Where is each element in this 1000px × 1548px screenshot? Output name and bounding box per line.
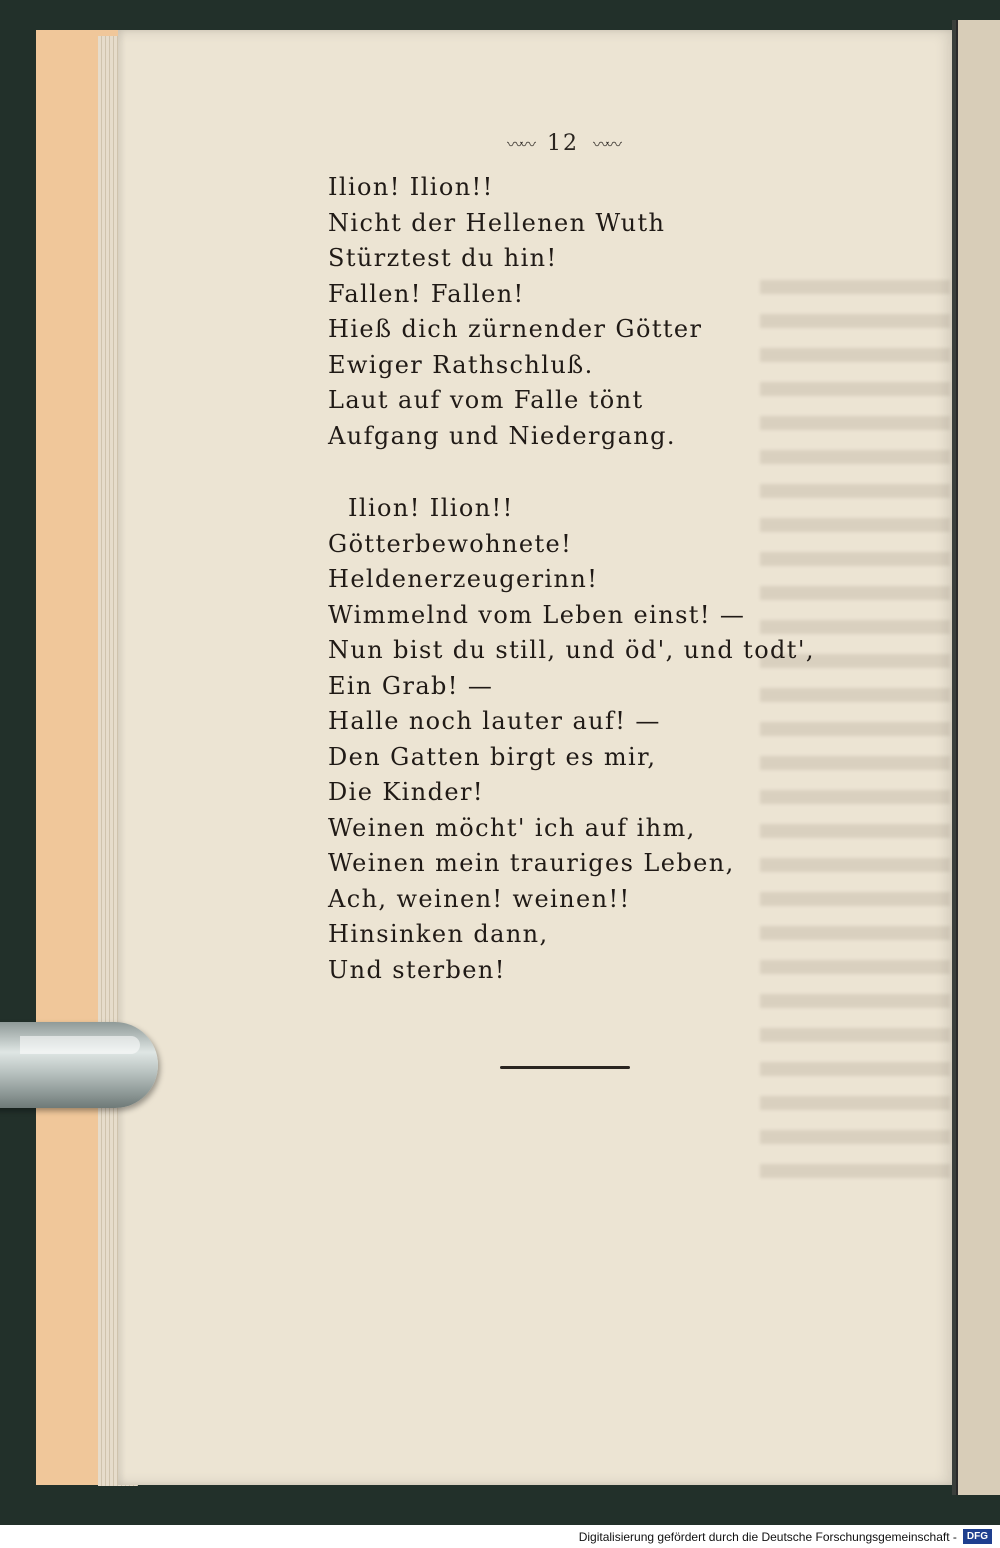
poem-stanza-1: [328, 170, 702, 454]
poem-line: Hinsinken dann,: [328, 920, 549, 948]
dfg-logo-icon: DFG: [963, 1529, 992, 1544]
poem-line: Ewiger Rathschluß.: [328, 350, 594, 379]
poem-line: Aufgang und Niedergang.: [328, 421, 676, 450]
poem-line: Und sterben!: [328, 955, 506, 984]
poem-line: Nun bist du still, und öd', und todt',: [328, 636, 815, 664]
poem-line: Götterbewohnete!: [328, 529, 573, 558]
poem-line: Laut auf vom Falle tönt: [328, 386, 644, 414]
end-rule: [500, 1066, 630, 1069]
digitization-footer: [0, 1525, 1000, 1548]
poem-line: Weinen mein trauriges Leben,: [328, 849, 735, 877]
footer-credit: Digitalisierung gefördert durch die Deutsche Forschungsgemeinschaft -: [578, 1529, 957, 1544]
page-clip: [0, 1022, 158, 1108]
page-number: 12: [547, 130, 579, 156]
page-clip-highlight: [20, 1036, 140, 1054]
ornament-right: 〰〰: [593, 134, 620, 154]
poem-line: Die Kinder!: [328, 778, 484, 806]
ornament-left: 〰〰: [506, 134, 533, 154]
poem-line: Stürztest du hin!: [328, 244, 558, 272]
poem-line: Halle noch lauter auf! —: [328, 707, 661, 735]
poem-line: Hieß dich zürnender Götter: [328, 315, 703, 343]
poem-line: Ilion! Ilion!!: [328, 173, 494, 201]
poem-line: Weinen möcht' ich auf ihm,: [328, 813, 696, 842]
poem-line: Den Gatten birgt es mir,: [328, 742, 657, 771]
poem-stanza-2: [328, 491, 815, 988]
poem-line: Wimmelnd vom Leben einst! —: [328, 600, 746, 629]
poem-line: Nicht der Hellenen Wuth: [328, 208, 666, 237]
poem-line: Ach, weinen! weinen!!: [328, 884, 631, 913]
facing-page-edge: [956, 20, 1000, 1495]
poem-line: Heldenerzeugerinn!: [328, 565, 599, 593]
poem-line: Ilion! Ilion!!: [348, 494, 514, 522]
poem-line: Ein Grab! —: [328, 671, 494, 700]
page-header: [478, 130, 648, 156]
poem-line: Fallen! Fallen!: [328, 279, 525, 308]
